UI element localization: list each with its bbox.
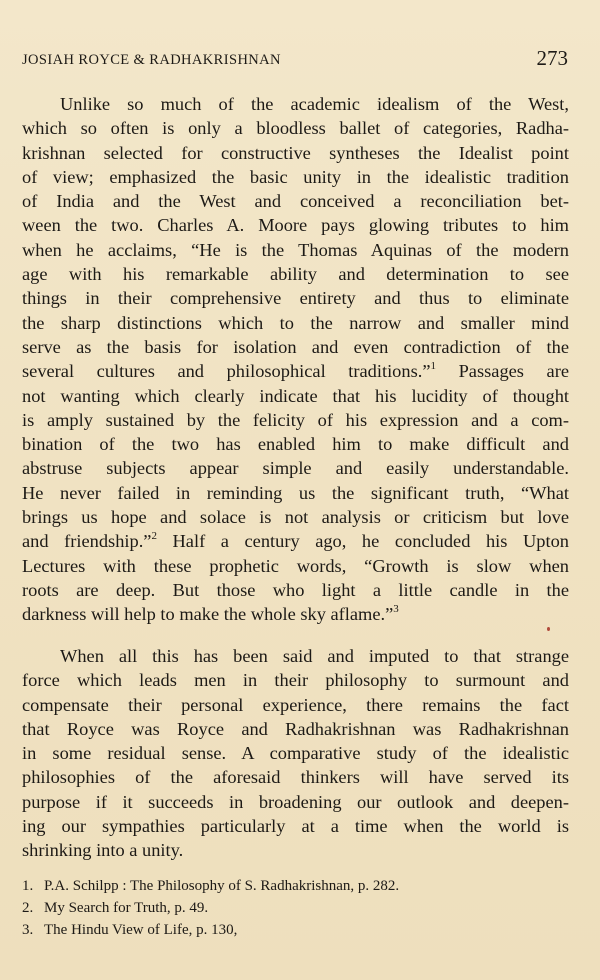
text-line (22, 481, 569, 505)
text-line (22, 238, 569, 262)
footnotes (22, 875, 562, 941)
text-line (22, 116, 569, 140)
ink-speck (547, 627, 550, 631)
text-line (22, 311, 569, 335)
running-header (22, 46, 568, 72)
page-number: 273 (536, 46, 568, 70)
footnote-number: 3. (22, 922, 34, 938)
line-text: Lectures with these prophetic words, “Growth is slow when (22, 555, 569, 576)
text-line (22, 335, 569, 359)
line-text-continued: Half a century ago, he concluded his Upton (156, 531, 569, 552)
line-text: that Royce was Royce and Radhakrishnan was Radhakrishnan (22, 718, 569, 739)
text-line (22, 384, 569, 408)
line-text: not wanting which clearly indicate that his lucidity of thought (22, 385, 569, 406)
text-line (22, 262, 569, 286)
line-text-continued: Passages are (436, 361, 569, 382)
text-line (22, 602, 569, 626)
text-line (22, 644, 569, 668)
text-line (22, 189, 569, 213)
line-text: of view; emphasized the basic unity in the idealistic tradition (22, 166, 569, 187)
footnote-text: P.A. Schilpp : The Philosophy of S. Radhakrishnan, p. 282. (44, 878, 400, 894)
text-line (22, 456, 569, 480)
text-line (22, 765, 569, 789)
line-text: bination of the two has enabled him to make difficult and (22, 434, 569, 455)
paragraph-1 (22, 92, 569, 627)
text-line (22, 213, 569, 237)
text-line (22, 165, 569, 189)
line-text: ing our sympathies particularly at a time when the world is (22, 816, 569, 837)
line-text: darkness will help to make the whole sky aflame.” (22, 604, 394, 625)
footnote-3 (22, 919, 562, 941)
line-text: purpose if it succeeds in broadening our outlook and deepen- (22, 791, 569, 812)
footnote-1 (22, 875, 562, 897)
text-line (22, 92, 569, 116)
text-line (22, 359, 569, 383)
line-text: Unlike so much of the academic idealism of the West, (60, 94, 569, 114)
text-line (22, 717, 569, 741)
text-line (22, 286, 569, 310)
footnote-marker: 3 (393, 603, 399, 616)
line-text: roots are deep. But those who light a little candle in the (22, 579, 569, 600)
line-text: When all this has been said and imputed to that strange (60, 646, 569, 666)
text-line (22, 668, 569, 692)
text-line (22, 554, 569, 578)
text-line (22, 578, 569, 602)
line-text: He never failed in reminding us the significant truth, “What (22, 482, 569, 503)
line-text: things in their comprehensive entirety and thus to eliminate (22, 288, 569, 309)
line-text: age with his remarkable ability and determination to see (22, 264, 569, 285)
text-line (22, 432, 569, 456)
line-text: the sharp distinctions which to the narrow and smaller mind (22, 312, 569, 333)
line-text: ween the two. Charles A. Moore pays glowing tributes to him (22, 215, 569, 236)
footnote-marker: 1 (430, 360, 436, 373)
text-line (22, 141, 569, 165)
line-text: force which leads men in their philosophy to surmount and (22, 670, 569, 691)
text-line (22, 790, 569, 814)
line-text: krishnan selected for constructive syntheses the Idealist point (22, 142, 569, 163)
line-text: serve as the basis for isolation and even contradiction of the (22, 336, 569, 357)
running-title: JOSIAH ROYCE & RADHAKRISHNAN (22, 52, 281, 68)
text-line (22, 693, 569, 717)
text-line (22, 408, 569, 432)
footnote-number: 1. (22, 878, 34, 894)
text-line (22, 838, 569, 862)
line-text: philosophies of the aforesaid thinkers will have served its (22, 767, 569, 788)
line-text: which so often is only a bloodless ballet of categories, Radha- (22, 118, 569, 139)
line-text: is amply sustained by the felicity of his expression and a com- (22, 409, 569, 430)
line-text: shrinking into a unity. (22, 840, 184, 861)
paragraph-2 (22, 644, 569, 863)
footnote-text: My Search for Truth, p. 49. (44, 900, 209, 916)
line-text: compensate their personal experience, there remains the fact (22, 694, 569, 715)
line-text: abstruse subjects appear simple and easily understandable. (22, 458, 569, 479)
line-text: brings us hope and solace is not analysis or criticism but love (22, 507, 569, 528)
line-text: in some residual sense. A comparative study of the idealistic (22, 743, 569, 764)
footnote-number: 2. (22, 900, 34, 916)
line-text: and friendship.” (22, 531, 152, 552)
footnote-2 (22, 897, 562, 919)
footnote-marker: 2 (151, 530, 157, 543)
text-line (22, 505, 569, 529)
text-line (22, 741, 569, 765)
text-line (22, 529, 569, 553)
line-text: when he acclaims, “He is the Thomas Aquinas of the modern (22, 239, 569, 260)
line-text: of India and the West and conceived a reconciliation bet- (22, 191, 569, 212)
line-text: several cultures and philosophical traditions.” (22, 361, 431, 382)
text-line (22, 814, 569, 838)
footnote-text: The Hindu View of Life, p. 130, (44, 922, 238, 938)
